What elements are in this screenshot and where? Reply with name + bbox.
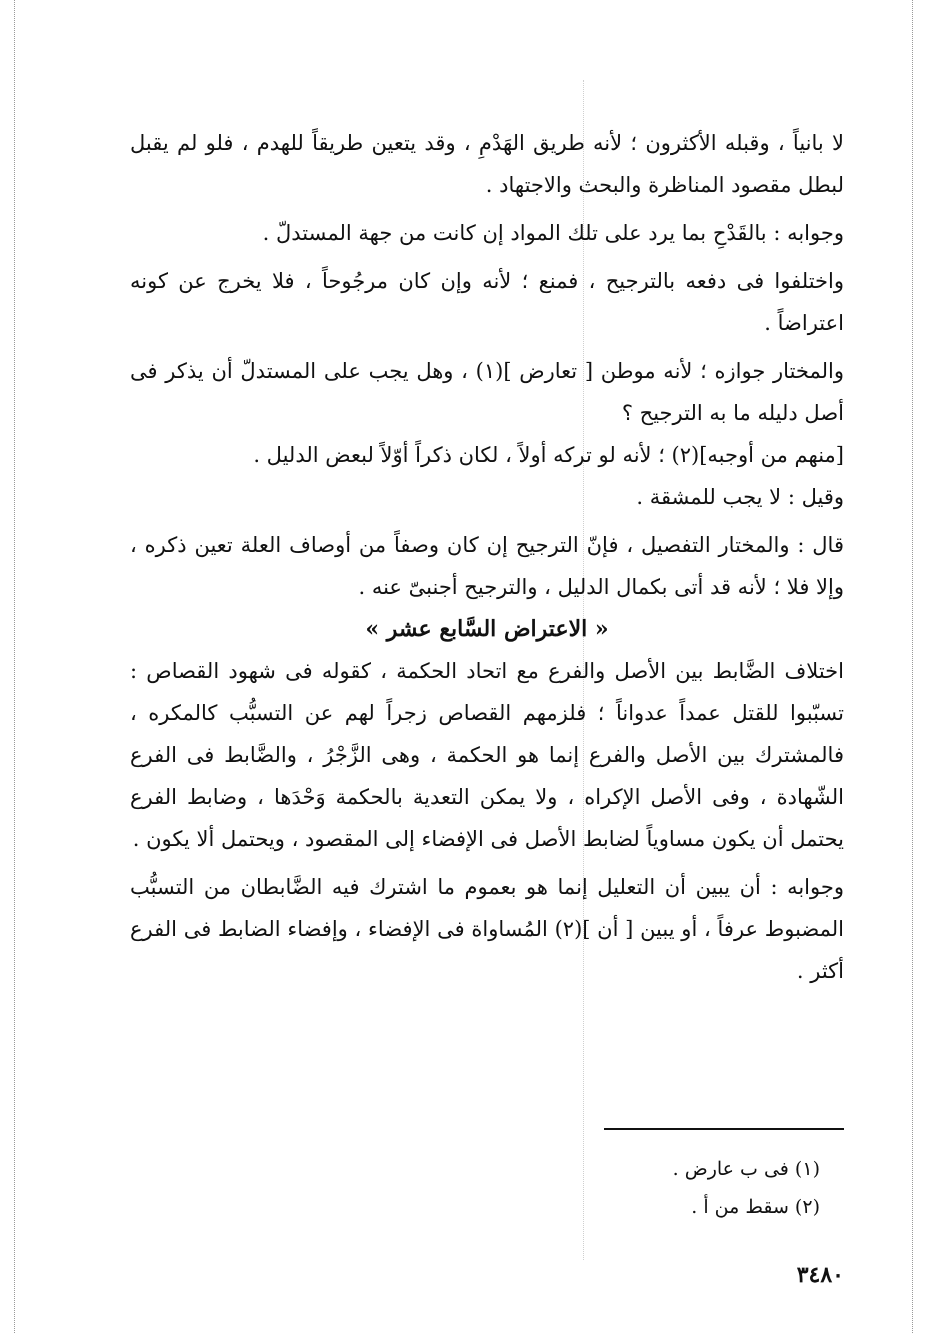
- paragraph: [منهم من أوجبه](٢) ؛ لأنه لو تركه أولاً ، لكان ذكراً أوّلاً لبعض الدليل .: [253, 443, 844, 467]
- paragraph: اختلاف الضَّابط بين الأصل والفرع مع اتحاد الحكمة ، كقوله فى شهود القصاص : تسبّبوا للقتل عمداً عدواناً ؛ فلزمهم القصاص زجراً لهم عن التسبُّب كالمكره ، فالمشترك بين الأصل والفرع إنما هو الحكمة ، وهى الزَّجْرُ ، والضَّابط فى الفرع الشّهادة ، وفى الأصل الإكراه ، ولا يمكن التعدية بالحكمة وَحْدَها ، وضابط الفرع يحتمل أن يكون مساوياً لضابط الأصل فى الإفضاء إلى المقصود ، ويحتمل ألا يكون .: [130, 659, 844, 851]
- footnotes: [560, 1150, 820, 1226]
- paragraph: لا بانياً ، وقبله الأكثرون ؛ لأنه طريق الهَدْمِ ، وقد يتعين طريقاً للهدم ، فلو لم يقبل لبطل مقصود المناظرة والبحث والاجتهاد .: [130, 131, 844, 197]
- paragraph: قال : والمختار التفصيل ، فإنّ الترجيح إن كان وصفاً من أوصاف العلة تعين ذكره ، وإلا فلا ؛ لأنه قد أتى بكمال الدليل ، والترجيح أجنبىّ عنه .: [130, 533, 844, 599]
- page-number: ٣٤٨٠: [796, 1262, 844, 1288]
- page-edge-right: [912, 0, 913, 1333]
- paragraph: وجوابه : بالقَدْحِ بما يرد على تلك المواد إن كانت من جهة المستدلّ .: [262, 221, 844, 245]
- main-text: [130, 122, 844, 992]
- paragraph: وقيل : لا يجب للمشقة .: [636, 485, 844, 509]
- footnote: (١) فى ب عارض .: [672, 1158, 820, 1180]
- paragraph: والمختار جوازه ؛ لأنه موطن [ تعارض ](١) ، وهل يجب على المستدلّ أن يذكر فى أصل دليله ما به الترجيح ؟: [130, 359, 844, 425]
- footnote-divider: [604, 1128, 844, 1130]
- footnote: (٢) سقط من أ .: [691, 1196, 820, 1218]
- page-edge-left: [14, 0, 15, 1333]
- section-heading: « الاعتراض السَّابع عشر »: [365, 616, 609, 642]
- paragraph: واختلفوا فى دفعه بالترجيح ، فمنع ؛ لأنه وإن كان مرجُوحاً ، فلا يخرج عن كونه اعتراضاً .: [130, 269, 844, 335]
- paragraph: وجوابه : أن يبين أن التعليل إنما هو بعموم ما اشترك فيه الضَّابطان من التسبُّب المضبوط عرفاً ، أو يبين [ أن ](٢) المُساواة فى الإفضاء ، وإفضاء الضابط فى الفرع أكثر .: [130, 875, 844, 983]
